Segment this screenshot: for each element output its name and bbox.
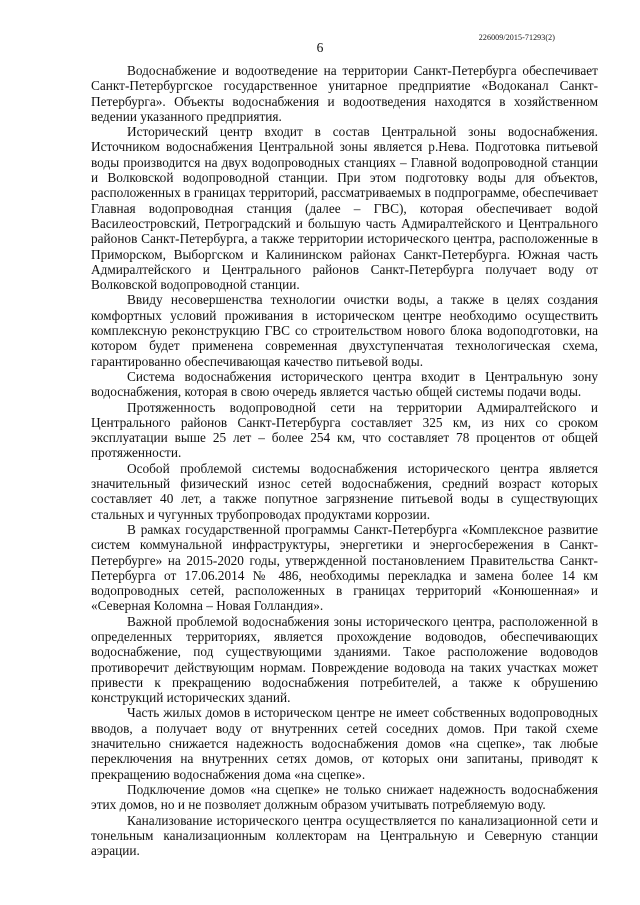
paragraph-mains-under-buildings: Важной проблемой водоснабжения зоны исторического центра, расположенной в определенных территориях, является прохождение водоводов, обеспечивающих водоснабжение, под существующими зданиями. Такое расположение водоводов противоречит действующим нормам. Повреждение водовода на таких участках может привести к прекращению водоснабжения потребителей, а также к обрушению конструкций исторических зданий. — [91, 613, 598, 706]
paragraph-system-part: Система водоснабжения исторического центра входит в Центральную зону водоснабжения, которая в свою очередь является частью общей системы подачи воды. — [91, 368, 598, 400]
document-body — [91, 63, 598, 858]
paragraph-network-wear: Особой проблемой системы водоснабжения исторического центра является значительный физический износ сетей водоснабжения, средний возраст которых составляет 40 лет, а также попутное загрязнение питьевой воды в существующих стальных и чугунных трубопроводах продуктами коррозии. — [91, 460, 598, 522]
page-number: 6 — [316, 40, 324, 55]
document-registration-number: 226009/2015-71293(2) — [478, 33, 555, 42]
paragraph-central-zone: Исторический центр входит в состав Центральной зоны водоснабжения. Источником водоснабжения Центральной зоны является р.Нева. Подготовка питьевой воды производится на двух водопроводных станциях – Главной водопроводной станции и Волковской водопроводной станции. При этом подготовку воды для объектов, расположенных в границах территорий, рассматриваемых в подпрограмме, обеспечивает Главная водопроводная станция (далее – ГВС), которая обеспечивает водой Василеостровский, Петроградский и большую часть Адмиралтейского и Центрального районов Санкт-Петербурга, а также территории исторического центра, расположенные в Приморском, Выборгском и Калининском районах Санкт-Петербурга. Южная часть Адмиралтейского и Центрального районов Санкт-Петербурга получает воду от Волковской водопроводной станции. — [91, 124, 598, 293]
paragraph-water-supply-operator: Водоснабжение и водоотведение на территории Санкт-Петербурга обеспечивает Санкт-Петербургское государственное унитарное предприятие «Водоканал Санкт-Петербурга». Объекты водоснабжения и водоотведения находятся в хозяйственном ведении указанного предприятия. — [91, 63, 598, 124]
paragraph-gvs-reconstruction: Ввиду несовершенства технологии очистки воды, а также в целях создания комфортных условий проживания в историческом центре необходимо осуществить комплексную реконструкцию ГВС со строительством нового блока водоподготовки, на котором будет применена современная двухступенчатая технологическая схема, гарантированно обеспечивающая качество питьевой воды. — [91, 292, 598, 369]
paragraph-sewerage: Канализование исторического центра осуществляется по канализационной сети и тонельным канализационным коллекторам на Центральную и Северную станции аэрации. — [91, 812, 598, 859]
paragraph-network-length: Протяженность водопроводной сети на территории Адмиралтейского и Центрального районов Санкт-Петербурга составляет 325 км, из них со сроком эксплуатации выше 25 лет – более 254 км, что составляет 78 процентов от общей протяженности. — [91, 399, 598, 461]
paragraph-metering: Подключение домов «на сцепке» не только снижает надежность водоснабжения этих домов, но и не позволяет должным образом учитывать потребляемую воду. — [91, 781, 598, 813]
paragraph-state-program: В рамках государственной программы Санкт-Петербурга «Комплексное развитие систем коммунальной инфраструктуры, энергетики и энергосбережения в Санкт-Петербурге» на 2015-2020 годы, утвержденной постановлением Правительства Санкт-Петербурга от 17.06.2014 № 486, необходимы перекладка и замена более 14 км водопроводных сетей, расположенных в границах территорий «Конюшенная» и «Северная Коломна – Новая Голландия». — [91, 521, 598, 614]
paragraph-shared-connections: Часть жилых домов в историческом центре не имеет собственных водопроводных вводов, а получает воду от внутренних сетей соседних домов. При такой схеме значительно снижается надежность водоснабжения домов «на сцепке», так любые переключения на внутренних сетях домов, от которых они запитаны, приводят к прекращению водоснабжения дома «на сцепке». — [91, 705, 598, 782]
